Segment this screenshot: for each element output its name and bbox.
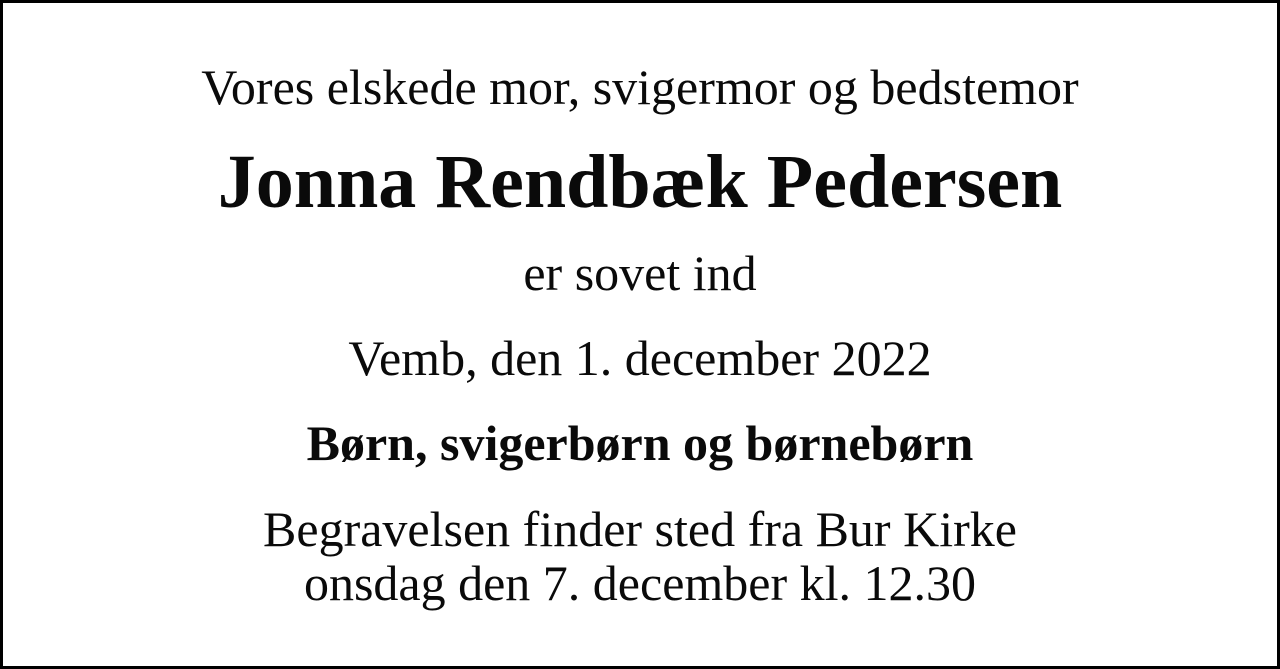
funeral-info [263,502,1017,610]
status-line: er sovet ind [523,245,757,301]
intro-line: Vores elskede mor, svigermor og bedstemor [201,59,1079,115]
mourners-line: Børn, svigerbørn og børnebørn [306,415,974,471]
funeral-info-line-2: onsdag den 7. december kl. 12.30 [303,555,977,611]
funeral-info-line-1: Begravelsen finder sted fra Bur Kirke [263,501,1017,557]
dateline: Vemb, den 1. december 2022 [348,330,932,386]
deceased-name: Jonna Rendbæk Pedersen [217,140,1063,224]
